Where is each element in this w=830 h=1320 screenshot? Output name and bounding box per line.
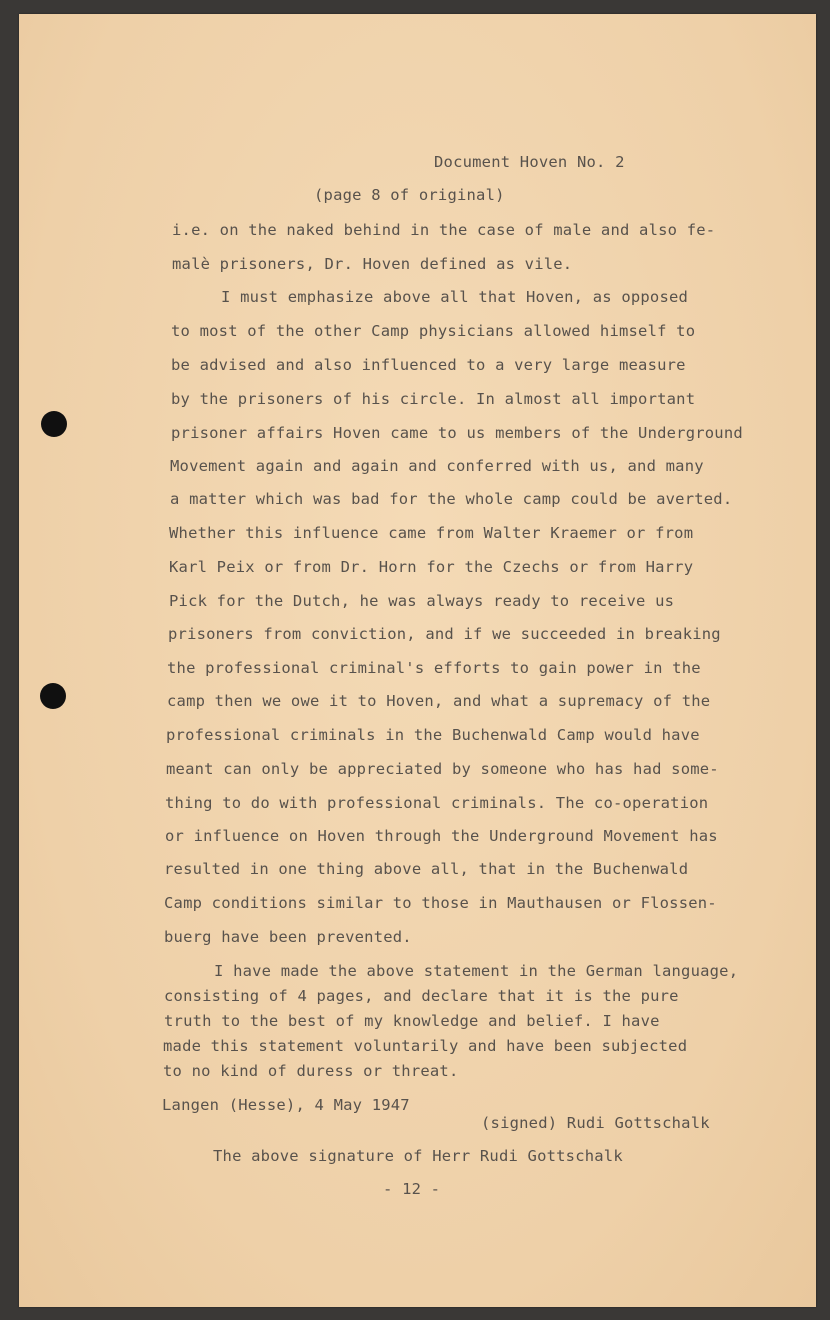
punch-hole-lower [40,683,66,709]
statement-line: I have made the above statement in the German language, [214,962,739,980]
body-line: by the prisoners of his circle. In almost all important [171,390,696,408]
place-date: Langen (Hesse), 4 May 1947 [162,1096,410,1114]
signed-line: (signed) Rudi Gottschalk [481,1114,710,1132]
body-line: the professional criminal's efforts to gain power in the [167,659,701,677]
body-line: Pick for the Dutch, he was always ready to receive us [169,592,675,610]
statement-line: consisting of 4 pages, and declare that it is the pure [164,987,679,1005]
body-line: buerg have been prevented. [164,928,412,946]
statement-line: truth to the best of my knowledge and belief. I have [164,1012,660,1030]
body-line: i.e. on the naked behind in the case of male and also fe- [172,221,716,239]
page-number: - 12 - [383,1180,441,1198]
body-line: meant can only be appreciated by someone who has had some- [166,760,719,778]
body-line: prisoners from conviction, and if we succeeded in breaking [168,625,721,643]
certification-line: The above signature of Herr Rudi Gottschalk [213,1147,623,1165]
body-line: Karl Peix or from Dr. Horn for the Czechs or from Harry [169,558,694,576]
statement-line: to no kind of duress or threat. [163,1062,459,1080]
document-heading: Document Hoven No. 2 [434,153,625,171]
statement-line: made this statement voluntarily and have been subjected [163,1037,688,1055]
body-line: a matter which was bad for the whole camp could be averted. [170,490,733,508]
punch-hole-upper [41,411,67,437]
body-line: resulted in one thing above all, that in the Buchenwald [164,860,689,878]
body-line: or influence on Hoven through the Underground Movement has [165,827,718,845]
body-line: thing to do with professional criminals. The co-operation [165,794,709,812]
body-line: prisoner affairs Hoven came to us members of the Underground [171,424,743,442]
body-line: Whether this influence came from Walter Kraemer or from [169,524,694,542]
body-line: Movement again and again and conferred with us, and many [170,457,704,475]
body-line: camp then we owe it to Hoven, and what a supremacy of the [167,692,711,710]
body-line: professional criminals in the Buchenwald Camp would have [166,726,700,744]
page-note: (page 8 of original) [314,186,505,204]
body-line: I must emphasize above all that Hoven, as opposed [221,288,689,306]
body-line: malè prisoners, Dr. Hoven defined as vile. [172,255,573,273]
body-line: Camp conditions similar to those in Mauthausen or Flossen- [164,894,717,912]
body-line: be advised and also influenced to a very large measure [171,356,686,374]
body-line: to most of the other Camp physicians allowed himself to [171,322,696,340]
